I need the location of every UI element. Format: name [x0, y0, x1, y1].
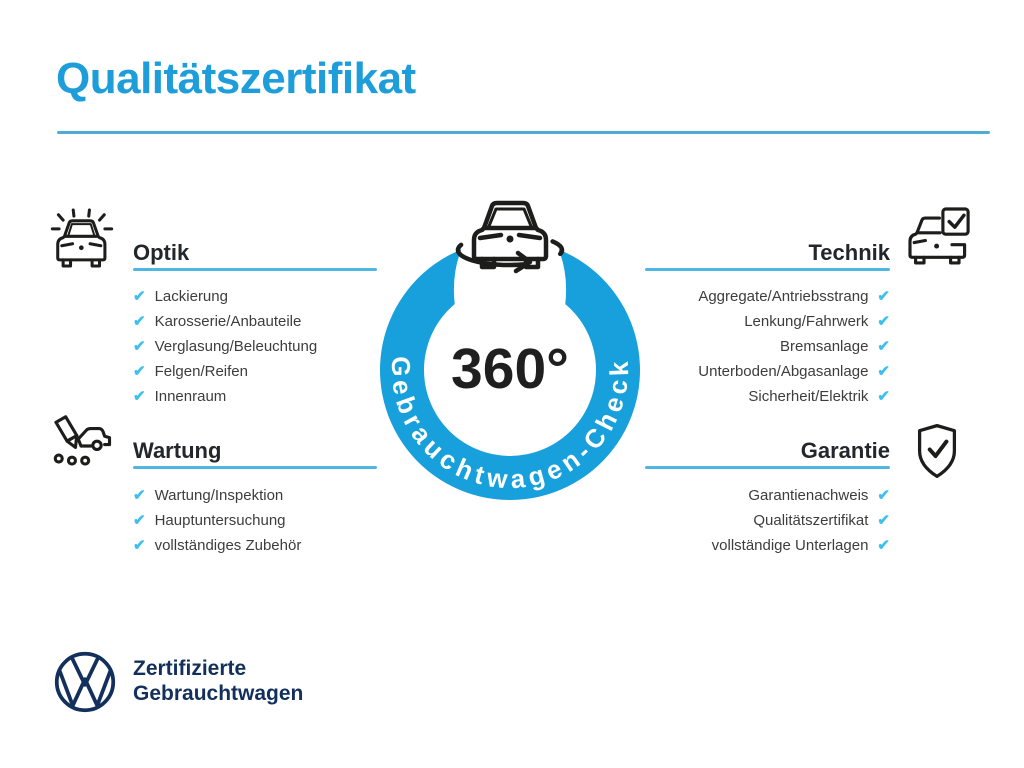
check-icon: ✔: [877, 487, 890, 504]
check-icon: ✔: [133, 288, 146, 305]
checklist-item-label: Garantienachweis: [748, 487, 869, 504]
checklist-item-label: Wartung/Inspektion: [154, 487, 284, 504]
check-icon: ✔: [877, 512, 890, 529]
garantie-underline: [645, 466, 890, 469]
checklist-item-label: Unterboden/Abgasanlage: [698, 363, 869, 380]
check-icon: ✔: [877, 537, 890, 554]
360-check-badge: [370, 192, 650, 512]
checklist-item: [133, 312, 317, 331]
checklist-item: [560, 511, 890, 530]
wartung-underline: [133, 466, 377, 469]
checklist-item: [133, 362, 317, 381]
checklist-item-label: Lenkung/Fahrwerk: [744, 313, 869, 330]
wartung-checklist: [133, 486, 301, 555]
checklist-item-label: Karosserie/Anbauteile: [154, 313, 302, 330]
technik-car-checkbox-icon: [903, 206, 973, 268]
checklist-item-label: vollständiges Zubehör: [154, 537, 302, 554]
check-icon: ✔: [133, 487, 146, 504]
checklist-item: [133, 287, 317, 306]
section-heading-garantie: Garantie: [800, 438, 890, 463]
check-icon: ✔: [133, 388, 146, 405]
check-icon: ✔: [877, 363, 890, 380]
optik-car-shine-icon: [48, 208, 116, 270]
checklist-item-label: Lackierung: [154, 288, 228, 305]
checklist-item-label: Verglasung/Beleuchtung: [154, 338, 318, 355]
check-icon: ✔: [133, 363, 146, 380]
checklist-item-label: Hauptuntersuchung: [154, 512, 286, 529]
wartung-service-icon: [46, 414, 116, 478]
section-heading-wartung: Wartung: [133, 438, 222, 463]
degree-label: 360°: [451, 337, 569, 401]
optik-checklist: [133, 287, 317, 406]
check-icon: ✔: [877, 313, 890, 330]
check-icon: ✔: [133, 512, 146, 529]
check-icon: ✔: [877, 288, 890, 305]
garantie-shield-check-icon: [908, 418, 966, 484]
check-icon: ✔: [133, 313, 146, 330]
checklist-item-label: Innenraum: [154, 388, 227, 405]
technik-underline: [645, 268, 890, 271]
page-title: Qualitätszertifikat: [56, 54, 416, 103]
checklist-item-label: Sicherheit/Elektrik: [748, 388, 869, 405]
section-heading-technik: Technik: [808, 240, 890, 265]
checklist-item-label: vollständige Unterlagen: [711, 537, 869, 554]
checklist-item: [133, 536, 301, 555]
footer-brand-text: [133, 656, 303, 706]
check-icon: ✔: [877, 388, 890, 405]
checklist-item: [560, 536, 890, 555]
checklist-item: [133, 387, 317, 406]
title-divider: [57, 131, 990, 134]
optik-underline: [133, 268, 377, 271]
checklist-item: [133, 337, 317, 356]
check-icon: ✔: [133, 338, 146, 355]
section-heading-optik: Optik: [133, 240, 190, 265]
checklist-item-label: Aggregate/Antriebsstrang: [698, 288, 869, 305]
checklist-item-label: Bremsanlage: [780, 338, 869, 355]
ring-label: Gebrauchtwagen-Check: [385, 356, 635, 495]
checklist-item: [133, 486, 301, 505]
checklist-item: [133, 511, 301, 530]
check-icon: ✔: [133, 537, 146, 554]
checklist-item-label: Qualitätszertifikat: [753, 512, 869, 529]
checklist-item-label: Felgen/Reifen: [154, 363, 248, 380]
car-360-rotation-icon: [458, 203, 562, 271]
check-icon: ✔: [877, 338, 890, 355]
footer-line-2: Gebrauchtwagen: [133, 682, 304, 705]
vw-logo: [53, 650, 117, 714]
footer-line-1: Zertifizierte: [133, 657, 247, 680]
